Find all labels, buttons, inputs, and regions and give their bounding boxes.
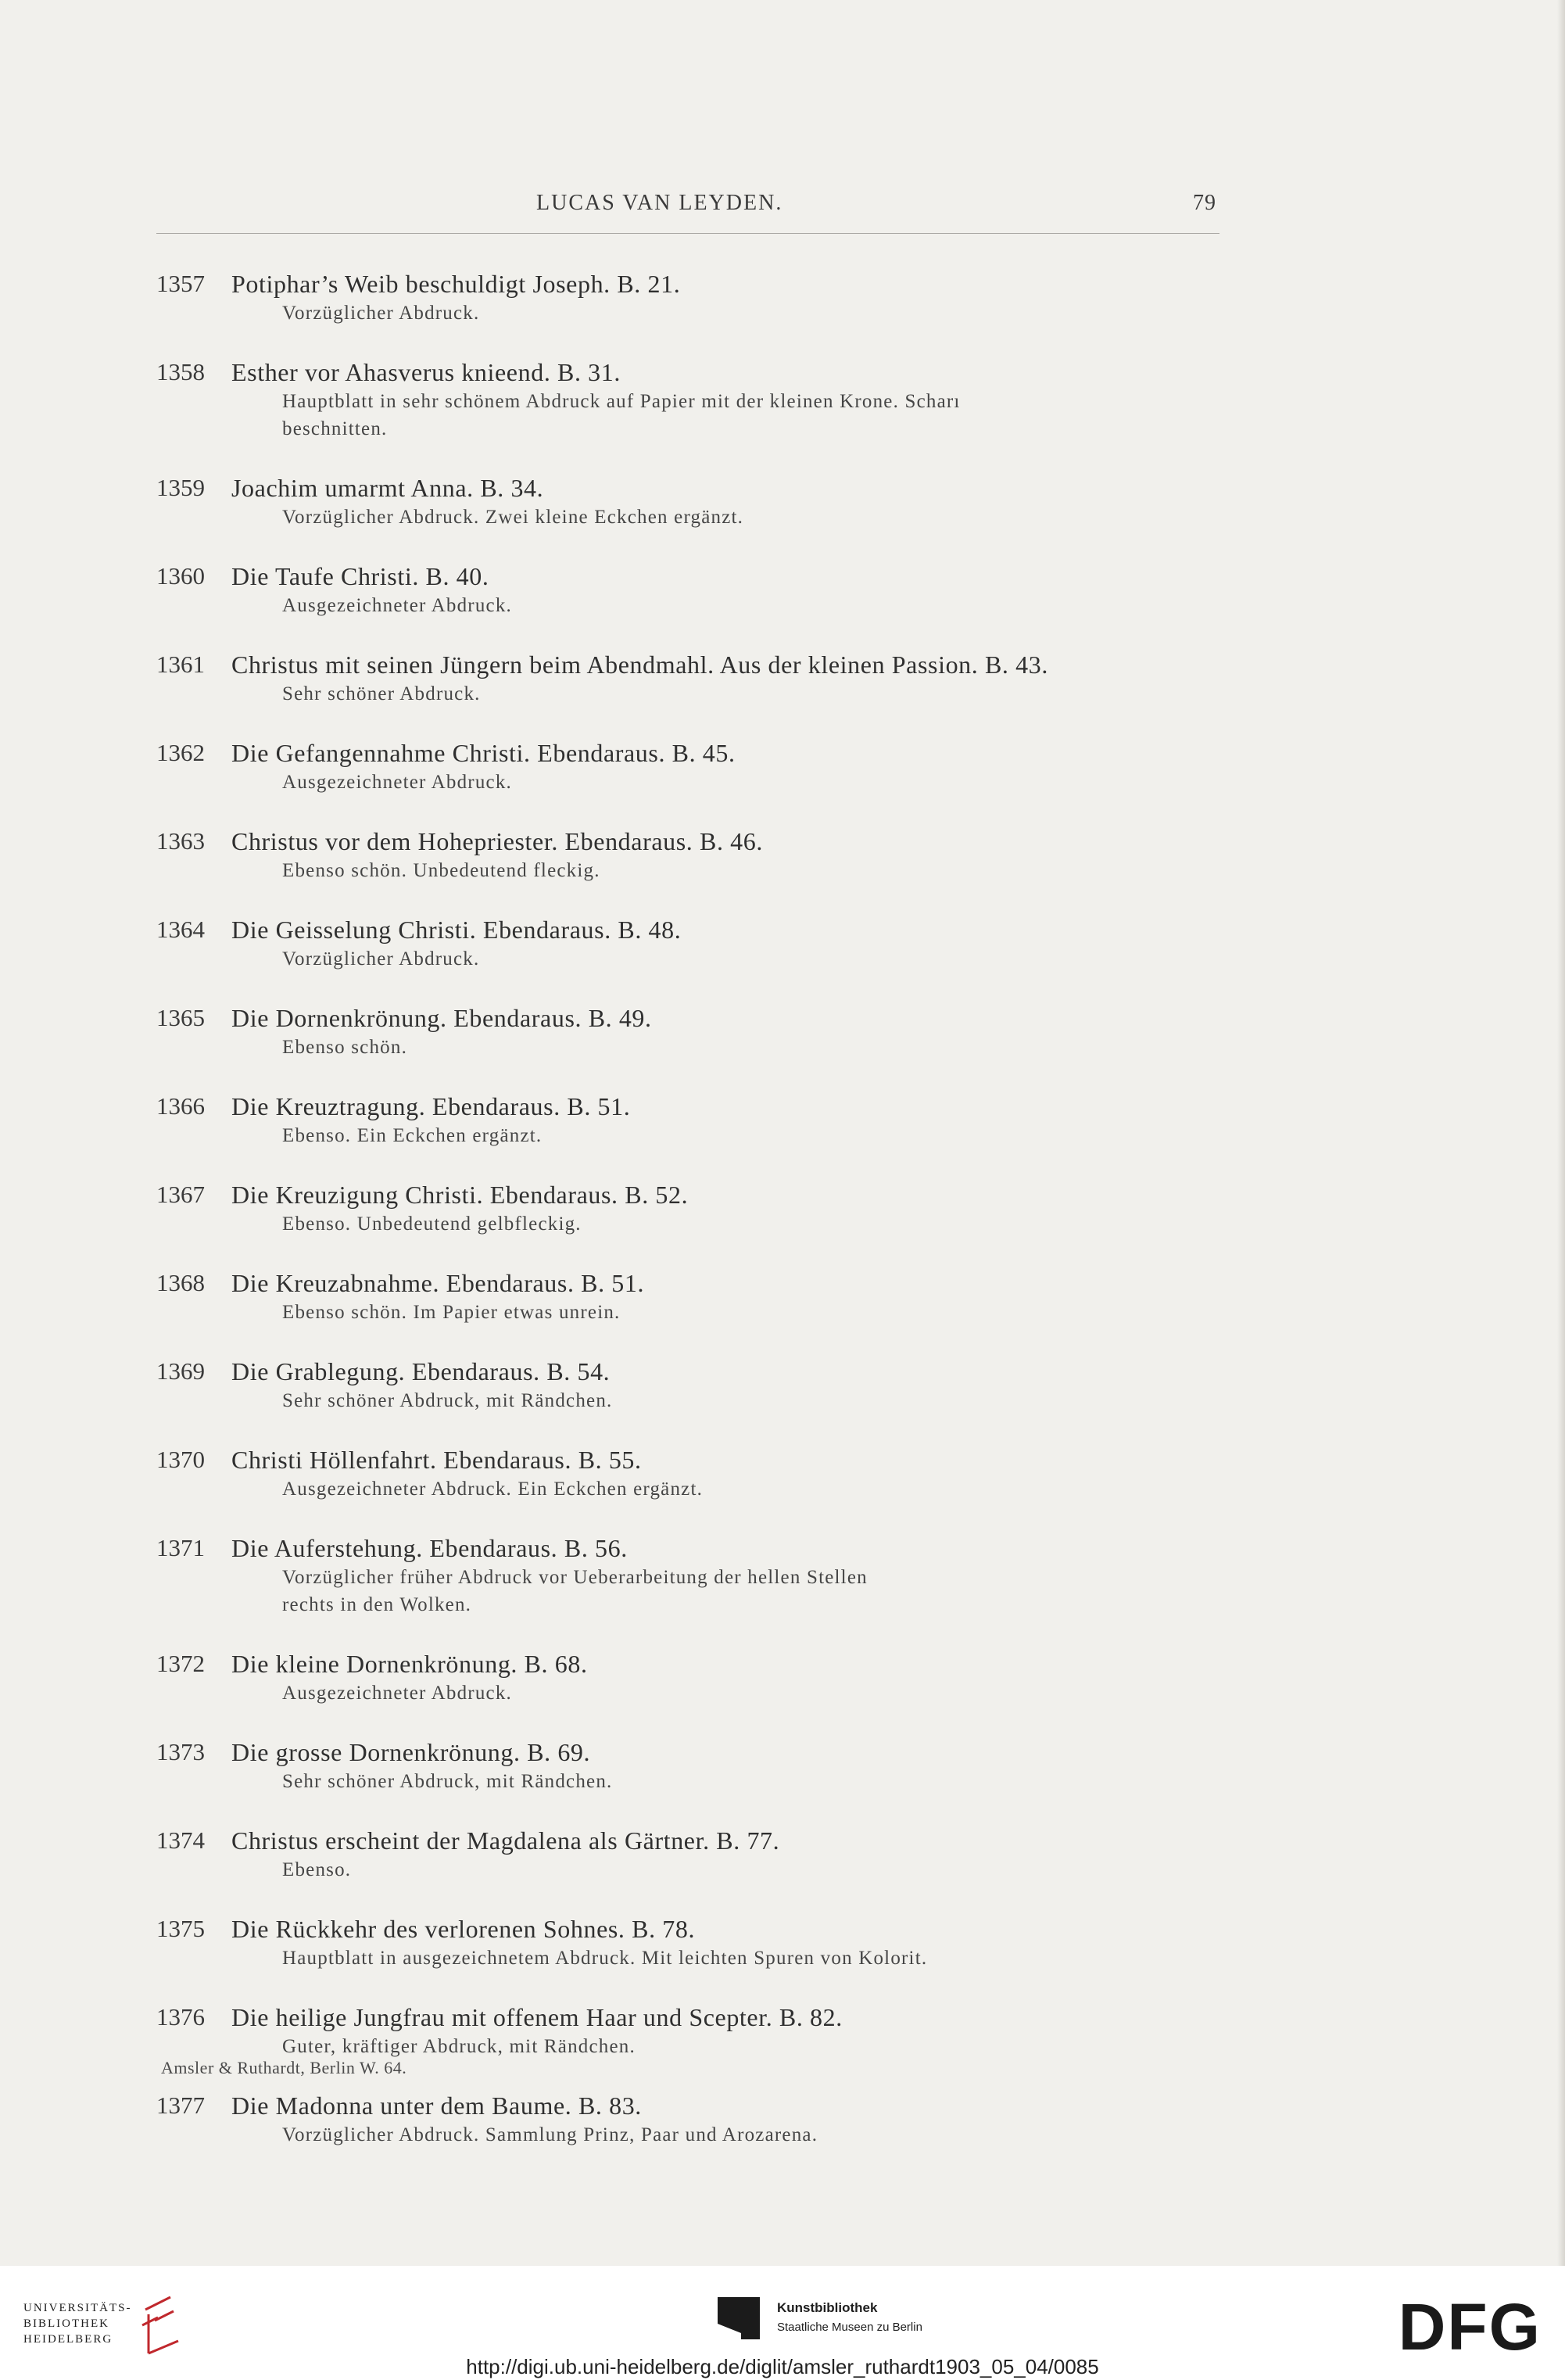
entry-note: Vorzüglicher Abdruck.: [282, 948, 480, 970]
entry-title: Die Gefangennahme Christi. Ebendaraus. B. 45.: [231, 739, 736, 767]
entry-title: Die Madonna unter dem Baume. B. 83.: [231, 2091, 642, 2120]
entry-title: Die Kreuztragung. Ebendaraus. B. 51.: [231, 1092, 631, 1120]
entry-number: 1357: [156, 270, 205, 297]
entry-number: 1374: [156, 1826, 205, 1854]
catalogue-entry: [156, 1737, 1227, 1795]
ub-emblem-icon: [139, 2294, 186, 2357]
entry-number: 1369: [156, 1357, 205, 1385]
entry-note: Ausgezeichneter Abdruck. Ein Eckchen ergänzt.: [282, 1479, 704, 1500]
entry-number: 1376: [156, 2003, 205, 2031]
catalogue-entry: [156, 1091, 1227, 1149]
entry-number: 1358: [156, 358, 205, 385]
entry-number: 1364: [156, 916, 205, 943]
entry-note: Hauptblatt in ausgezeichnetem Abdruck. Mit leichten Spuren von Kolorit.: [282, 1948, 928, 1969]
entry-note: Sehr schöner Abdruck.: [282, 683, 481, 704]
entry-number: 1375: [156, 1915, 205, 1942]
entry-number: 1372: [156, 1650, 205, 1677]
entry-number: 1377: [156, 2091, 205, 2119]
entry-note: Ausgezeichneter Abdruck.: [282, 595, 512, 616]
entry-note: Vorzüglicher Abdruck. Sammlung Prinz, Paar und Arozarena.: [282, 2124, 818, 2145]
catalogue-entry: [156, 268, 1227, 327]
dfg-logo: DFG: [1398, 2290, 1542, 2364]
page-number: 79: [1193, 191, 1216, 215]
entry-number: 1373: [156, 1738, 205, 1765]
catalogue-entry: [156, 1356, 1227, 1414]
header-title: LUCAS VAN LEYDEN.: [536, 191, 783, 215]
catalogue-entry: [156, 1444, 1227, 1503]
permalink-url[interactable]: http://digi.ub.uni-heidelberg.de/diglit/amsler_ruthardt1903_05_04/0085: [466, 2355, 1099, 2378]
entry-note: Hauptblatt in sehr schönem Abdruck auf Papier mit der kleinen Krone. Scharı: [282, 391, 961, 412]
publisher-line: Amsler & Ruthardt, Berlin W. 64.: [161, 2058, 407, 2077]
catalogue-entry: [156, 2002, 1227, 2060]
entry-title: Die Dornenkrönung. Ebendaraus. B. 49.: [231, 1004, 652, 1032]
entry-title: Joachim umarmt Anna. B. 34.: [231, 474, 544, 502]
entry-number: 1359: [156, 474, 205, 501]
entry-note: Vorzüglicher Abdruck. Zwei kleine Eckchen ergänzt.: [282, 507, 744, 528]
running-header: [156, 188, 1219, 234]
kunstbibliothek-logo: [718, 2285, 999, 2355]
entry-title: Die heilige Jungfrau mit offenem Haar und Scepter. B. 82.: [231, 2003, 843, 2031]
entry-note: Ebenso. Ein Eckchen ergänzt.: [282, 1125, 543, 1146]
entry-note: beschnitten.: [282, 418, 388, 439]
kb-subtitle: Staatliche Museen zu Berlin: [777, 2321, 922, 2334]
entry-title: Die Geisselung Christi. Ebendaraus. B. 48.: [231, 916, 682, 944]
entry-note: Vorzüglicher Abdruck.: [282, 303, 480, 324]
catalogue-entry: [156, 649, 1227, 708]
entry-note: Ebenso schön. Im Papier etwas unrein.: [282, 1302, 621, 1323]
entry-title: Die Kreuzigung Christi. Ebendaraus. B. 52.: [231, 1181, 689, 1209]
catalogue-entry: [156, 1267, 1227, 1326]
page-edge: [1557, 0, 1565, 2266]
entry-title: Christi Höllenfahrt. Ebendaraus. B. 55.: [231, 1446, 642, 1474]
entry-note: Ebenso. Unbedeutend gelbfleckig.: [282, 1213, 582, 1235]
catalogue-entry: [156, 1002, 1227, 1061]
catalogue-entry: [156, 914, 1227, 973]
catalogue-entry: [156, 472, 1227, 531]
entry-title: Christus mit seinen Jüngern beim Abendmahl. Aus der kleinen Passion. B. 43.: [231, 651, 1048, 679]
catalogue-entry: [156, 2090, 1227, 2149]
catalogue-entry: [156, 357, 1227, 443]
entry-note: Ebenso schön. Unbedeutend fleckig.: [282, 860, 600, 881]
entry-note: Ebenso.: [282, 1859, 352, 1880]
entry-note: Guter, kräftiger Abdruck, mit Rändchen.: [282, 2036, 636, 2057]
ub-line: HEIDELBERG: [23, 2333, 113, 2346]
entry-note: Sehr schöner Abdruck, mit Rändchen.: [282, 1390, 613, 1411]
catalogue-entry: [156, 1532, 1227, 1618]
digitization-footer: [0, 2266, 1565, 2380]
catalogue-entries: [156, 268, 1227, 2178]
entry-title: Christus erscheint der Magdalena als Gärtner. B. 77.: [231, 1826, 780, 1855]
entry-note: Vorzüglicher früher Abdruck vor Ueberarbeitung der hellen Stellen: [282, 1567, 868, 1588]
entry-title: Potiphar’s Weib beschuldigt Joseph. B. 21.: [231, 270, 681, 298]
entry-title: Die grosse Dornenkrönung. B. 69.: [231, 1738, 591, 1766]
entry-number: 1363: [156, 827, 205, 855]
entry-number: 1365: [156, 1004, 205, 1031]
entry-title: Christus vor dem Hohepriester. Ebendaraus. B. 46.: [231, 827, 763, 855]
entry-note: Ausgezeichneter Abdruck.: [282, 1683, 512, 1704]
entry-title: Die Kreuzabnahme. Ebendaraus. B. 51.: [231, 1269, 645, 1297]
ub-line: BIBLIOTHEK: [23, 2317, 109, 2330]
entry-number: 1362: [156, 739, 205, 766]
entry-title: Die Taufe Christi. B. 40.: [231, 562, 489, 590]
entry-number: 1367: [156, 1181, 205, 1208]
kunstbibliothek-icon: [718, 2297, 760, 2339]
entry-note: Sehr schöner Abdruck, mit Rändchen.: [282, 1771, 613, 1792]
entry-note: Ausgezeichneter Abdruck.: [282, 772, 512, 793]
entry-title: Esther vor Ahasverus knieend. B. 31.: [231, 358, 621, 386]
catalogue-entry: [156, 1648, 1227, 1707]
entry-title: Die Rückkehr des verlorenen Sohnes. B. 78.: [231, 1915, 696, 1943]
ub-line: UNIVERSITÄTS-: [23, 2302, 132, 2314]
kb-name: Kunstbibliothek: [777, 2300, 878, 2315]
entry-number: 1368: [156, 1269, 205, 1296]
entry-number: 1370: [156, 1446, 205, 1473]
entry-title: Die Grablegung. Ebendaraus. B. 54.: [231, 1357, 611, 1385]
entry-number: 1361: [156, 651, 205, 678]
entry-number: 1360: [156, 562, 205, 590]
entry-title: Die Auferstehung. Ebendaraus. B. 56.: [231, 1534, 628, 1562]
catalogue-entry: [156, 1179, 1227, 1238]
entry-note: rechts in den Wolken.: [282, 1594, 472, 1615]
catalogue-entry: [156, 826, 1227, 884]
entry-note: Ebenso schön.: [282, 1037, 408, 1058]
catalogue-entry: [156, 737, 1227, 796]
catalogue-entry: [156, 561, 1227, 619]
entry-title: Die kleine Dornenkrönung. B. 68.: [231, 1650, 588, 1678]
catalogue-entry: [156, 1913, 1227, 1972]
catalogue-entry: [156, 1825, 1227, 1884]
entry-number: 1371: [156, 1534, 205, 1561]
entry-number: 1366: [156, 1092, 205, 1120]
